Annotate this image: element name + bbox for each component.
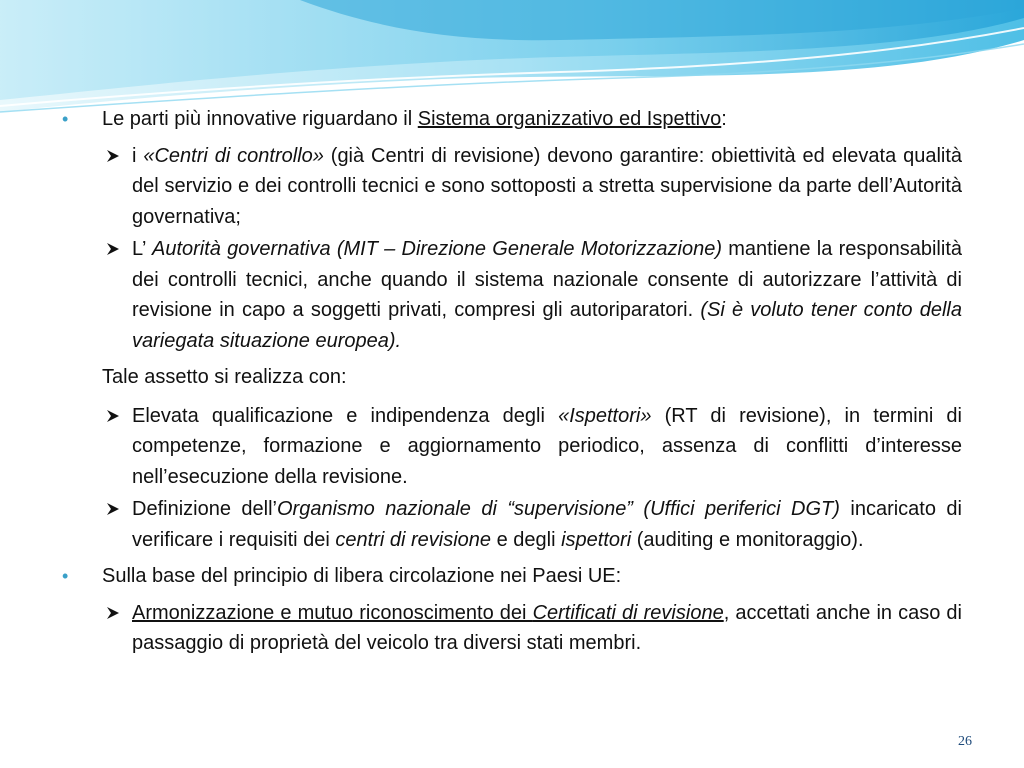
- text-span: , accettati anche in caso di passaggio di proprietà del veicolo tra diversi stati membri.: [132, 601, 963, 654]
- italic-text: «Centri di controllo»: [143, 144, 324, 167]
- arrow-bullet-icon: [106, 502, 120, 516]
- italic-text: (Si è voluto tener conto della variegata situazione europea).: [132, 299, 962, 352]
- arrow-bullet-icon: [106, 606, 120, 620]
- text-span: L’: [132, 238, 152, 260]
- italic-text: centri di revisione: [335, 528, 492, 551]
- sub-bullet-item: [62, 141, 962, 233]
- italic-underlined-text: Certificati di revisione: [532, 601, 724, 624]
- bullet-text-tail: :: [721, 108, 727, 130]
- underlined-text: Armonizzazione e mutuo riconoscimento dei: [132, 601, 533, 624]
- text-span: e degli: [491, 528, 562, 551]
- page-number: 26: [958, 734, 972, 749]
- sub-bullet-item: [62, 598, 962, 659]
- text-span: (RT di revisione), in termini di competenze, formazione e aggiornamento periodico, assenza di conflitti d’interesse nell’esecuzione della revisione.: [132, 404, 962, 488]
- text-span: (già Centri di revisione) devono garantire: obiettività ed elevata qualità del servizio e dei controlli tecnici e sono sottoposti a stretta supervisione da parte dell’Autorità governativa;: [132, 144, 963, 228]
- italic-text: Organismo nazionale di “supervisione” (Uffici periferici DGT): [276, 498, 840, 520]
- italic-text: Autorità governativa (MIT – Direzione Generale Motorizzazione): [151, 238, 722, 260]
- arrow-bullet-icon: [106, 149, 120, 163]
- sub-bullet-item: [62, 401, 962, 493]
- italic-text: «Ispettori»: [558, 404, 652, 427]
- text-span: incaricato di verificare i requisiti dei: [132, 498, 963, 551]
- header-wave-decoration: [0, 0, 1024, 120]
- sub-bullet-item: [62, 494, 962, 555]
- sub-bullet-item: [62, 234, 962, 356]
- bullet-dot-icon: •: [62, 109, 69, 129]
- plain-paragraph: Tale assetto si realizza con:: [102, 366, 347, 388]
- text-span: mantiene la responsabilità dei controlli tecnici, anche quando il sistema nazionale consente di autorizzare l’attività di revisione in capo a soggetti privati, compresi gli autoriparatori.: [132, 238, 962, 321]
- bullet-text: Le parti più innovative riguardano il: [102, 108, 418, 130]
- arrow-bullet-icon: [106, 409, 120, 423]
- text-span: Elevata qualificazione e indipendenza degli: [132, 404, 559, 427]
- underlined-text: Sistema organizzativo ed Ispettivo: [417, 108, 722, 130]
- bullet-text: Sulla base del principio di libera circolazione nei Paesi UE:: [102, 565, 622, 587]
- bullet-dot-icon: •: [62, 566, 69, 586]
- text-span: (auditing e monitoraggio).: [631, 528, 864, 551]
- text-span: Definizione dell’: [132, 498, 277, 520]
- text-span: i: [132, 144, 144, 167]
- arrow-bullet-icon: [106, 242, 120, 256]
- italic-text: ispettori: [561, 528, 632, 551]
- bullet-item: [62, 104, 962, 135]
- slide-body: [62, 104, 962, 661]
- bullet-item: [62, 561, 962, 592]
